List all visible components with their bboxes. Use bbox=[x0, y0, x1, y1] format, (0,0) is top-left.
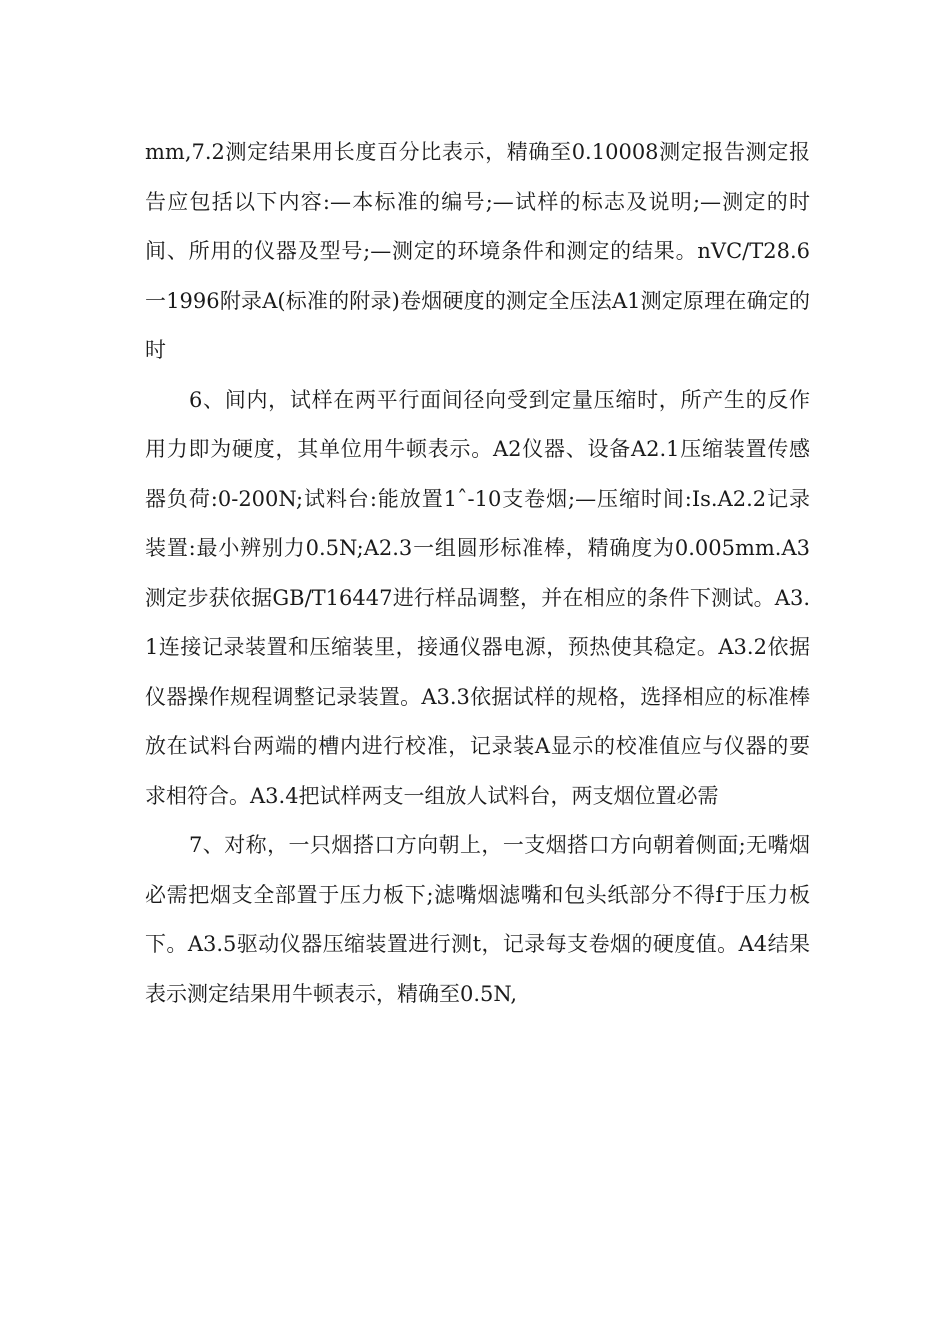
paragraph-1: mm,7.2测定结果用长度百分比表示，精确至0.10008测定报告测定报告应包括以下内容:—本标准的编号;—试样的标志及说明;—测定的时间、所用的仪器及型号;—测定的环境条件和测定的结果。nVC/T28.6一1996附录A(标准的附录)卷烟硬度的测定全压法A1测定原理在确定的时 bbox=[145, 140, 810, 362]
document-body bbox=[145, 128, 810, 1019]
paragraph-2: 6、间内，试样在两平行面间径向受到定量压缩时，所产生的反作用力即为硬度，其单位用牛顿表示。A2仪器、设备A2.1压缩装置传感器负荷:0-200N;试料台:能放置1ˆ-10支卷烟;—压缩时间:Is.A2.2记录装置:最小辨别力0.5N;A2.3一组圆形标准棒，精确度为0.005mm.A3测定步获依据GB/T16447进行样品调整，并在相应的条件下测试。A3.1连接记录装置和压缩装里，接通仪器电源，预热使其稳定。A3.2依据仪器操作规程调整记录装置。A3.3依据试样的规格，选择相应的标准棒放在试料台两端的槽内进行校准，记录装A显示的校准值应与仪器的要求相符合。A3.4把试样两支一组放人试料台，两支烟位置必需 bbox=[145, 387, 810, 808]
paragraph-3: 7、对称，一只烟搭口方向朝上，一支烟搭口方向朝着侧面;无嘴烟必需把烟支全部置于压力板下;滤嘴烟滤嘴和包头纸部分不得f于压力板下。A3.5驱动仪器压缩装置进行测t，记录每支卷烟的硬度值。A4结果表示测定结果用牛顿表示，精确至0.5N, bbox=[145, 833, 810, 1006]
